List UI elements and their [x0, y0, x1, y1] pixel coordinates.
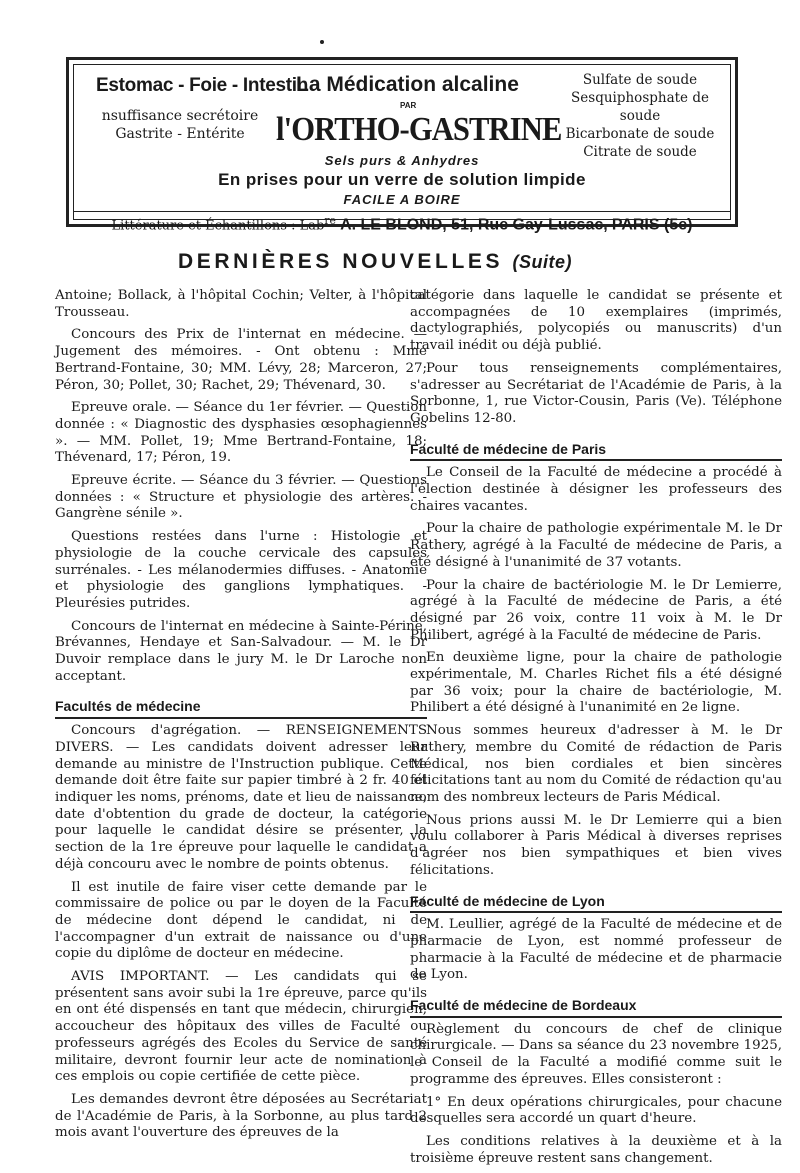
section-heading: Faculté de médecine de Bordeaux	[410, 997, 782, 1018]
left-column	[55, 288, 427, 1148]
paragraph: Nous prions aussi M. le Dr Lemierre qui a bien voulu collaborer à Paris Médical à diverses reprises d'agréer nos bien sympathiques et bien vives félicitations.	[410, 812, 782, 878]
section-heading: Faculté de médecine de Paris	[410, 441, 782, 462]
paragraph: Epreuve écrite. — Séance du 3 février. — Questions données : « Structure et physiologie des artères. - Gangrène sénile ».	[55, 473, 427, 522]
ad-footer-pre: Littérature et Échantillons : Lab	[111, 218, 325, 234]
ad-facile: FACILE A BOIRE	[343, 192, 461, 207]
ad-left-sub-line2: Gastrite - Entérite	[115, 126, 245, 142]
ad-footer-name: A. LE BLOND, 51, Rue Gay-Lussac,	[340, 216, 608, 234]
paragraph: Les demandes devront être déposées au Secrétariat de l'Académie de Paris, à la Sorbonne, au plus tard 2 mois avant l'ouverture des épreuves de la	[55, 1091, 427, 1141]
ad-ingredient: Sesquiphosphate de soude	[571, 90, 709, 124]
paragraph: Nous sommes heureux d'adresser à M. le Dr Rathery, membre du Comité de rédaction de Paris Médical, nos bien cordiales et bien sincères félicitations tant au nom du Comité de rédaction qu'au nom des nombreux lecteurs de Paris Médical.	[410, 723, 782, 805]
paragraph: Concours des Prix de l'internat en médecine. — Jugement des mémoires. - Ont obtenu : Mme Bertrand-Fontaine, 30; MM. Lévy, 28; Marceron, 27; Péron, 30; Pollet, 30; Rachet, 29; Thévenard, 30.	[55, 327, 427, 393]
paragraph: catégorie dans laquelle le candidat se présente et accompagnées de 10 exemplaires (imprimés, dactylographiés, polycopiés ou manuscrits) d'un travail inédit ou déjà publié.	[410, 288, 782, 354]
headline-title: DERNIÈRES NOUVELLES	[178, 250, 504, 273]
paragraph: Pour la chaire de pathologie expérimentale M. le Dr Rathery, agrégé à la Faculté de médecine de Paris, a été désigné à l'unanimité de 37 votants.	[410, 521, 782, 570]
paragraph: Antoine; Bollack, à l'hôpital Cochin; Velter, à l'hôpital Trousseau.	[55, 288, 427, 320]
paragraph: Les conditions relatives à la deuxième et à la troisième épreuve restent sans changement.	[410, 1133, 782, 1166]
paragraph: M. Leullier, agrégé de la Faculté de médecine et de pharmacie de Lyon, est nommé professeur de pharmacie à la Faculté de médecine et de pharmacie de Lyon.	[410, 917, 782, 983]
paragraph: Questions restées dans l'urne : Histologie et physiologie de la couche cervicale des capsules surrénales. - Les mélanodermies diffuses. - Anatomie et physiologie des ganglions lymphatiques. - Pleurésies putrides.	[55, 529, 427, 611]
paragraph: Il est inutile de faire viser cette demande par le commissaire de police ou par le doyen de la Faculté de médecine dont dépend le candidat, ni de l'accompagner d'un extrait de naissance ou d'une copie du diplôme de docteur en médecine.	[55, 879, 427, 962]
paragraph: Règlement du concours de chef de clinique chirurgicale. — Dans sa séance du 23 novembre 1925, le Conseil de la Faculté a modifié comme suit le programme des épreuves. Elles consisteront :	[410, 1021, 782, 1087]
paragraph: En deuxième ligne, pour la chaire de pathologie expérimentale, M. Charles Richet fils a été désigné par 36 voix; pour la chaire de bactériologie, M. Philibert a été désigné à l'unanimité en 2e ligne.	[410, 650, 782, 716]
headline-suite: (Suite)	[512, 252, 573, 272]
advertisement-inner-frame	[73, 64, 731, 234]
ad-prises: En prises pour un verre de solution limpide	[218, 170, 586, 189]
advertisement-box	[66, 57, 738, 234]
ad-sels: Sels purs & Anhydres	[324, 153, 480, 168]
ad-center-title: La Médication alcaline	[296, 73, 519, 96]
section-heading: Faculté de médecine de Lyon	[410, 893, 782, 914]
section-heading: Facultés de médecine	[55, 698, 427, 719]
ad-ingredient: Sulfate de soude	[582, 72, 698, 88]
paragraph: Concours d'agrégation. — RENSEIGNEMENTS DIVERS. — Les candidats doivent adresser leur demande au ministre de l'Instruction publique. Cette demande doit être faite sur papier timbré à 2 fr. 40 et indiquer les noms, prénoms, date et lieu de naissance, date d'obtention du grade de docteur, la catégorie pour laquelle le candidat désire se présenter, la section de la 1re épreuve pour laquelle le candidat a déjà concouru avec le nombre de points obtenus.	[55, 723, 427, 872]
ad-footer-sup: re	[324, 214, 336, 227]
ad-ingredients	[550, 71, 730, 161]
ink-dot	[320, 40, 324, 44]
paragraph: Pour la chaire de bactériologie M. le Dr Lemierre, agrégé à la Faculté de médecine de Paris, a été désigné par 26 voix, contre 11 voix à M. le Dr Philibert, agrégé à la Faculté de médecine de Paris.	[410, 577, 782, 643]
ad-footer	[74, 211, 730, 232]
paragraph: Le Conseil de la Faculté de médecine a procédé à l'élection destinée à désigner les professeurs des chaires vacantes.	[410, 465, 782, 514]
paragraph: Concours de l'internat en médecine à Sainte-Périne, Brévannes, Hendaye et San-Salvadour. — M. le Dr Duvoir remplace dans le jury M. le Dr Laroche non acceptant.	[55, 618, 427, 684]
ad-ingredient: Citrate de soude	[583, 144, 697, 160]
ad-brand-name: l'ORTHO-GASTRINE	[276, 111, 562, 148]
ad-par: PAR	[400, 101, 417, 110]
paragraph: Pour tous renseignements complémentaires, s'adresser au Secrétariat de l'Académie de Paris, à la Sorbonne, 1, rue Victor-Cousin, Paris (Ve). Téléphone Gobelins 12-80.	[410, 360, 782, 426]
ad-footer-city: PARIS (5e)	[611, 216, 693, 234]
paragraph: Epreuve orale. — Séance du 1er février. — Question donnée : « Diagnostic des dysphasies œsophagiennes ». — MM. Pollet, 19; Mme Bertrand-Fontaine, 18; Thévenard, 17; Péron, 19.	[55, 400, 427, 466]
ad-left-sub-line1: nsuffisance secrétoire	[101, 108, 259, 124]
ad-left-subtitle	[100, 107, 260, 143]
ad-left-title: Estomac - Foie - Intestin	[96, 75, 309, 96]
right-column	[410, 288, 782, 1173]
ad-ingredient: Bicarbonate de soude	[565, 126, 715, 142]
paragraph: AVIS IMPORTANT. — Les candidats qui se présentent sans avoir subi la 1re épreuve, parce qu'ils en ont été dispensés en tant que médecin, chirurgien, accoucheur des hôpitaux des villes de Faculté ou professeurs agrégés des Ecoles du Service de santé militaire, devront fournir leur acte de nomination à ces emplois ou copie certifiée de cette pièce.	[55, 969, 427, 1085]
page-headline	[178, 250, 572, 274]
paragraph: 1° En deux opérations chirurgicales, pour chacune desquelles sera accordé un quart d'heure.	[410, 1094, 782, 1127]
